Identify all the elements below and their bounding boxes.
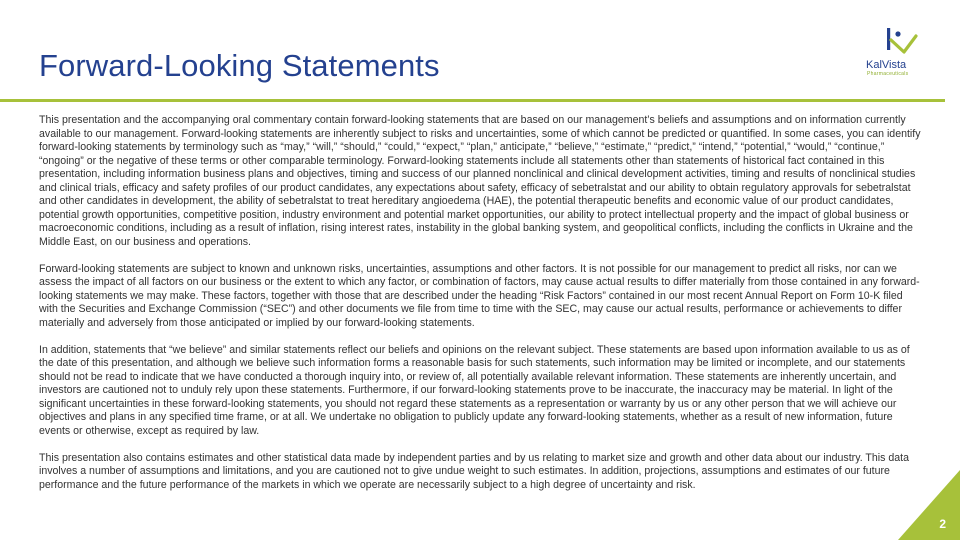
logo-tagline: Pharmaceuticals bbox=[867, 71, 909, 77]
page-title: Forward-Looking Statements bbox=[39, 48, 440, 83]
page-number: 2 bbox=[939, 517, 946, 531]
paragraph-forward-looking-intro: This presentation and the accompanying oral commentary contain forward-looking statements that are based on our management’s beliefs and assumptions and on information currently available to our management. Forward-looking statements are inherently subject to risks and uncertainties, some of which cannot be predicted or quantified. In some cases, you can identify forward-looking statements by terminology such as “may,” “will,” “should,” “could,” “expect,” “plan,” anticipate,” “believe,” “estimate,” “predict,” “intend,” “potential,” “would,” “continue,” “ongoing” or the negative of these terms or other comparable terminology. Forward-looking statements include all statements other than statements of historical fact contained in this presentation, including information business plans and objectives, timing and success of our planned nonclinical and clinical development activities, timing and results of nonclinical studies and clinical trials, efficacy and safety profiles of our product candidates, any expectations about safety, efficacy of sebetralstat and our ability to obtain regulatory approvals for sebetralstat and other candidates in development, the ability of sebetralstat to treat hereditary angioedema (HAE), the potential therapeutic benefits and economic value of our product candidates, potential growth opportunities, competitive position, industry environment and potential market opportunities, our ability to protect intellectual property and the impact of global business or macroeconomic conditions, including as a result of inflation, rising interest rates, instability in the global banking system, and geopolitical conflicts, including the conflicts in Ukraine and the Middle East, on our business and operations. bbox=[39, 114, 921, 248]
paragraph-estimates: This presentation also contains estimates and other statistical data made by independent parties and by us relating to market size and growth and other data about our industry. This data involves a number of assumptions and limitations, and you are cautioned not to give undue weight to such estimates. In addition, projections, assumptions and estimates of our future performance and the future performance of the markets in which we operate are necessarily subject to a high degree of uncertainty and risk. bbox=[39, 451, 909, 491]
paragraph-risks: Forward-looking statements are subject to known and unknown risks, uncertainties, assumptions and other factors. It is not possible for our management to predict all risks, nor can we assess the impact of all factors on our business or the extent to which any factor, or combination of factors, may cause actual results to differ materially from those contained in any forward-looking statements we may make. These factors, together with those that are described under the heading “Risk Factors” contained in our most recent Annual Report on Form 10-K filed with the Securities and Exchange Commission (“SEC”) and other documents we file from time to time with the SEC, may cause our actual results, performance or achievements to differ materially and adversely from those anticipated or implied by our forward-looking statements. bbox=[39, 262, 920, 329]
paragraph-beliefs: In addition, statements that “we believe” and similar statements reflect our beliefs and opinions on the relevant subject. These statements are based upon information available to us as of the date of this presentation, and although we believe such information forms a reasonable basis for such statements, such information may be limited or incomplete, and our statements should not be read to indicate that we have conducted a thorough inquiry into, or review of, all potentially available relevant information. These statements are inherently uncertain, and investors are cautioned not to unduly rely upon these statements. Furthermore, if our forward-looking statements prove to be inaccurate, the inaccuracy may be material. In light of the significant uncertainties in these forward-looking statements, you should not regard these statements as a representation or warranty by us or any other person that we will achieve our objectives and plans in any specified time frame, or at all. We undertake no obligation to publicly update any forward-looking statements, whether as a result of new information, future events or otherwise, except as required by law. bbox=[39, 343, 910, 437]
logo-wordmark: KalVista bbox=[866, 59, 907, 71]
title-divider bbox=[0, 99, 945, 102]
disclaimer-body bbox=[39, 114, 923, 506]
corner-triangle bbox=[898, 470, 960, 540]
